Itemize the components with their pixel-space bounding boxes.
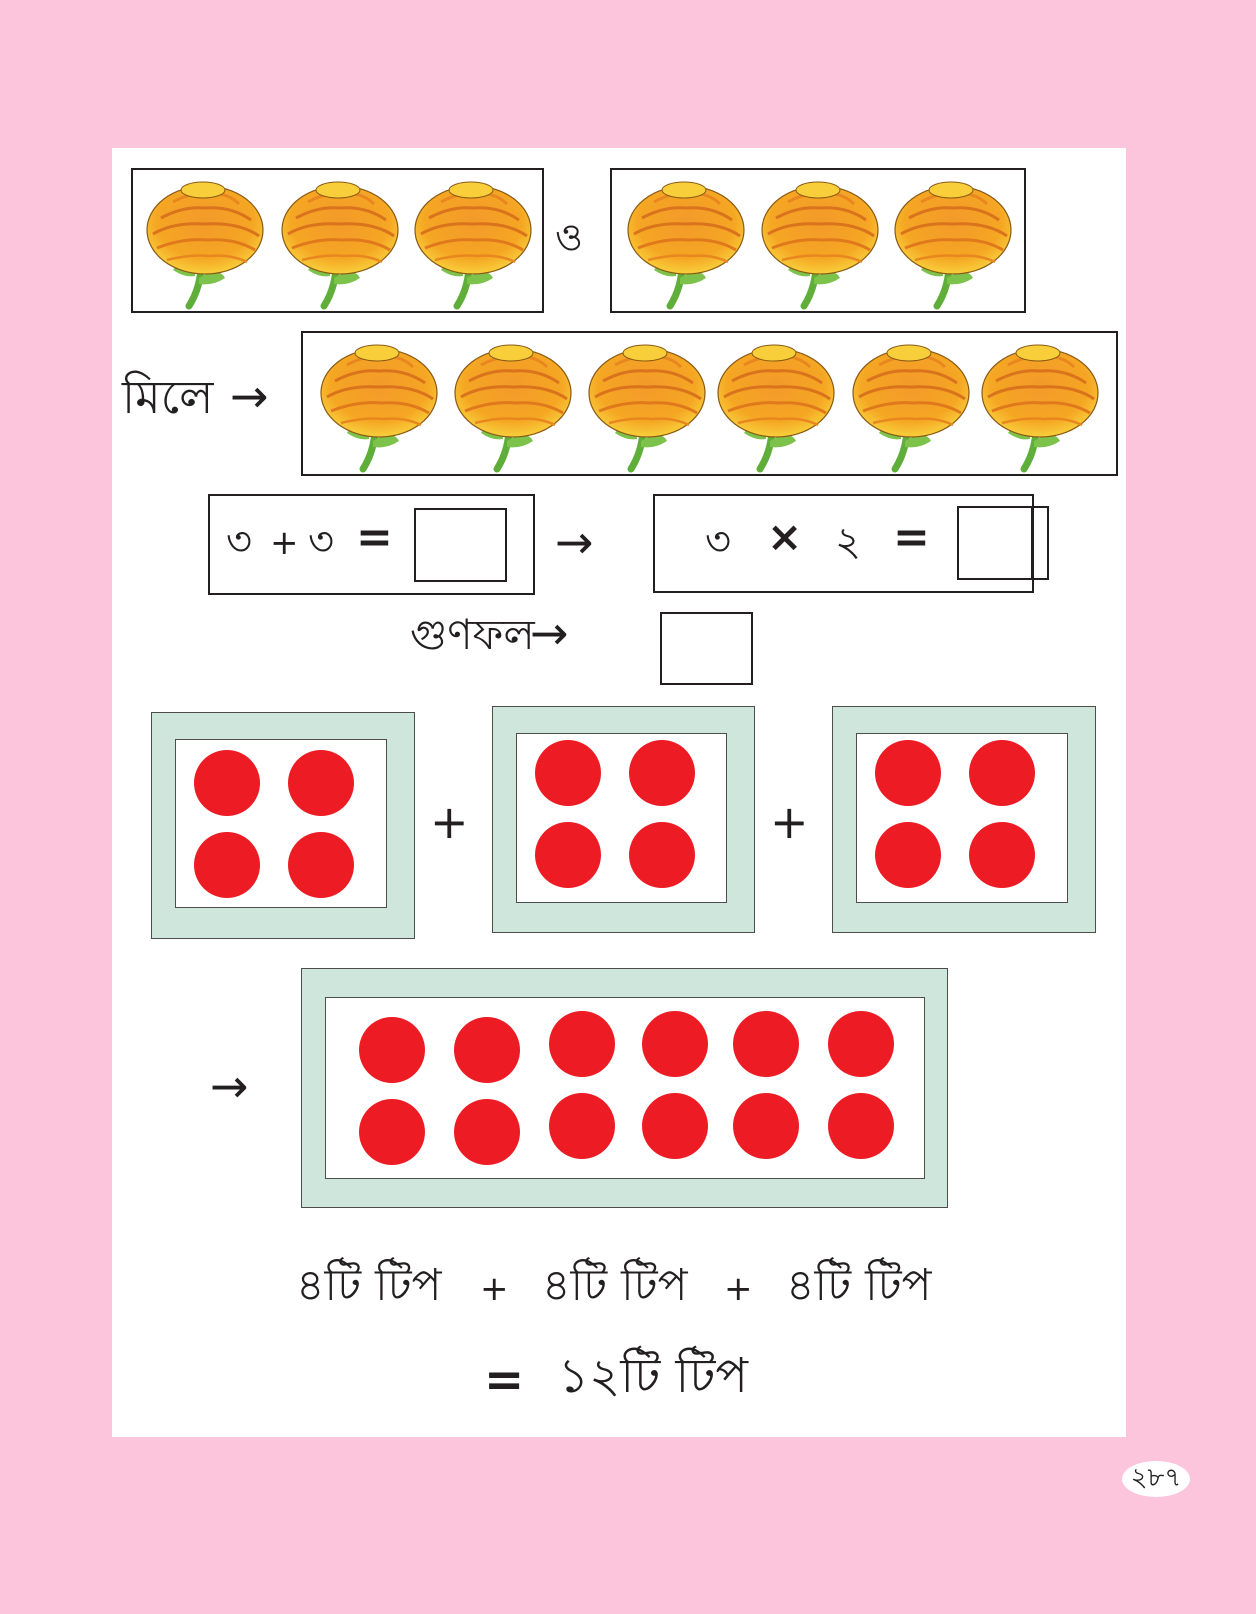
marigold-icon (317, 337, 441, 477)
red-dot (549, 1093, 615, 1159)
equals-sign: = (356, 512, 393, 563)
marigold-icon (891, 174, 1015, 314)
red-dot (828, 1011, 894, 1077)
red-dot (875, 822, 941, 888)
plus-sign: + (270, 523, 299, 563)
times-sign: × (767, 512, 803, 561)
marigold-icon (143, 174, 267, 314)
result-equals: = (484, 1352, 525, 1408)
marigold-icon (278, 174, 402, 314)
arrow-icon: → (530, 606, 569, 660)
red-dot (828, 1093, 894, 1159)
dot-group-3 (832, 706, 1096, 933)
marigold-icon (758, 174, 882, 314)
marigold-icon (978, 337, 1102, 477)
plus-sign: + (770, 795, 809, 849)
sum-part-1: ৪টি টিপ (296, 1260, 442, 1311)
arrow-icon: → (210, 1059, 249, 1113)
red-dot (288, 832, 354, 898)
red-dot (194, 750, 260, 816)
plus-sign: + (430, 795, 469, 849)
red-dot (288, 750, 354, 816)
red-dot (642, 1093, 708, 1159)
red-dot (454, 1099, 520, 1165)
multiplication-answer-box-shadow (957, 506, 1049, 580)
dot-group-inner (175, 739, 387, 908)
red-dot (733, 1093, 799, 1159)
conjunction-text: ও (555, 215, 583, 259)
result-value: ১২টি টিপ (558, 1348, 748, 1404)
worksheet-page (112, 148, 1126, 1437)
red-dot (629, 822, 695, 888)
red-dot (194, 832, 260, 898)
addition-answer-box[interactable] (414, 508, 507, 582)
factor-right: ২ (835, 519, 862, 565)
red-dot (642, 1011, 708, 1077)
addend-left: ৩ (226, 519, 253, 565)
plus-sign: + (724, 1269, 753, 1309)
dot-group-inner (325, 997, 925, 1179)
red-dot (875, 740, 941, 806)
marigold-icon (451, 337, 575, 477)
dot-group-2 (492, 706, 755, 933)
product-answer-box[interactable] (660, 612, 753, 685)
flower-group-combined (301, 331, 1118, 476)
dot-group-combined (301, 968, 948, 1208)
plus-sign: + (480, 1269, 509, 1309)
marigold-icon (714, 337, 838, 477)
flower-group-left (131, 168, 544, 313)
red-dot (969, 822, 1035, 888)
dot-group-inner (516, 733, 727, 903)
product-label: গুণফল (410, 610, 535, 659)
red-dot (629, 740, 695, 806)
addend-right: ৩ (308, 519, 335, 565)
combined-label: মিলে (122, 370, 214, 424)
red-dot (359, 1099, 425, 1165)
marigold-icon (624, 174, 748, 314)
red-dot (549, 1011, 615, 1077)
factor-left: ৩ (705, 519, 732, 565)
equals-sign: = (893, 512, 930, 563)
dot-group-1 (151, 712, 415, 939)
red-dot (969, 740, 1035, 806)
marigold-icon (585, 337, 709, 477)
red-dot (454, 1017, 520, 1083)
sum-part-2: ৪টি টিপ (542, 1260, 688, 1311)
dot-group-inner (856, 733, 1068, 903)
red-dot (535, 822, 601, 888)
flower-group-right (610, 168, 1026, 313)
marigold-icon (411, 174, 535, 314)
arrow-icon: → (555, 515, 594, 569)
red-dot (733, 1011, 799, 1077)
red-dot (359, 1017, 425, 1083)
page-number: ২৮৭ (1122, 1461, 1190, 1497)
marigold-icon (849, 337, 973, 477)
red-dot (535, 740, 601, 806)
sum-part-3: ৪টি টিপ (786, 1260, 932, 1311)
addition-equation (208, 494, 535, 595)
arrow-icon: → (230, 369, 269, 423)
